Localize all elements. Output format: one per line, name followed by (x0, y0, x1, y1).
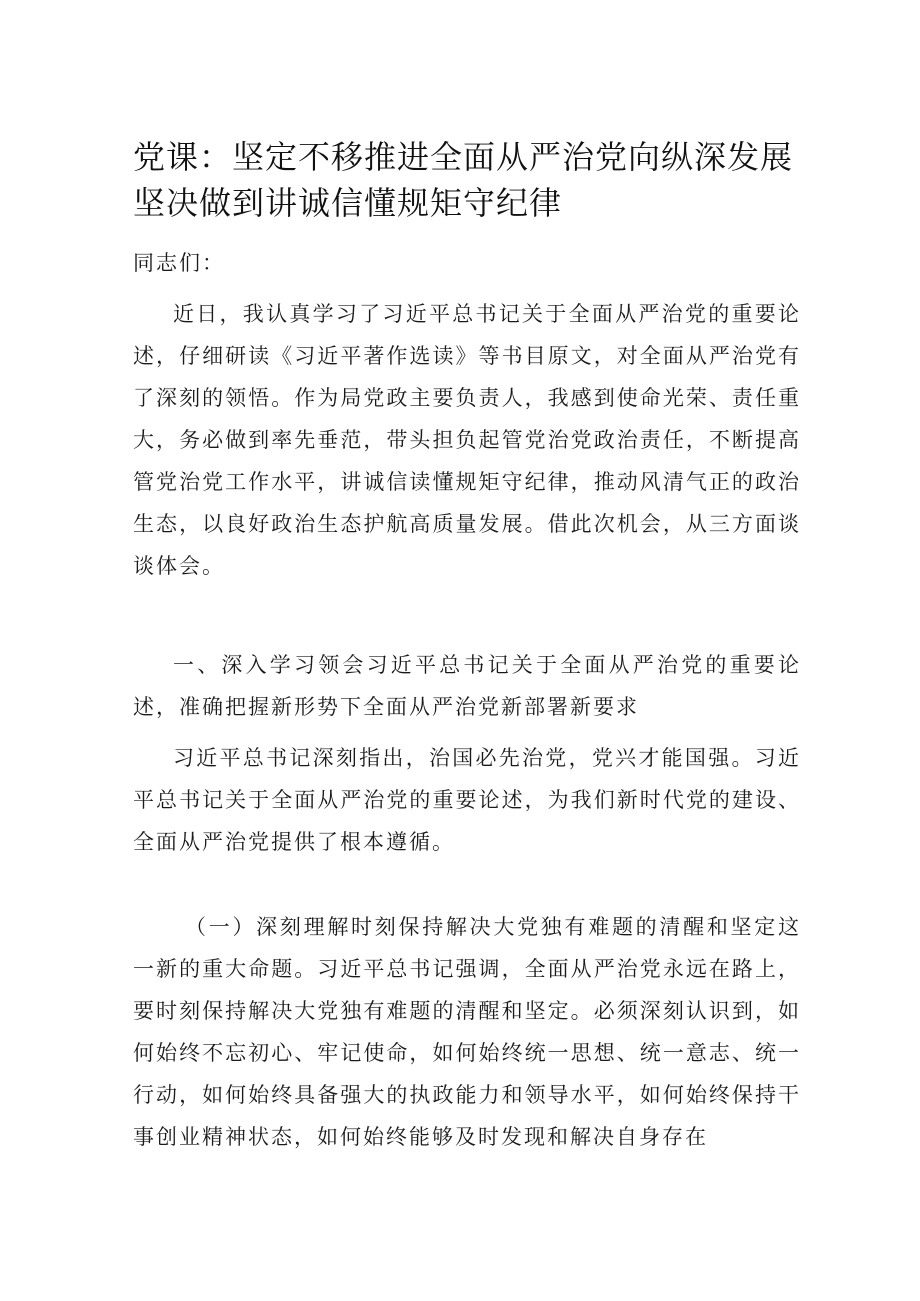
paragraph-section-1: 习近平总书记深刻指出，治国必先治党，党兴才能国强。习近平总书记关于全面从严治党的重要论述，为我们新时代党的建设、全面从严治党提供了根本遵循。 (133, 746, 801, 854)
document-title: 党课：坚定不移推进全面从严治党向纵深发展坚决做到讲诚信懂规矩守纪律 (133, 138, 794, 222)
greeting: 同志们： (133, 251, 225, 275)
paragraph-intro: 近日，我认真学习了习近平总书记关于全面从严治党的重要论述，仔细研读《习近平著作选读》等书目原文，对全面从严治党有了深刻的领悟。作为局党政主要负责人，我感到使命光荣、责任重大，务必做到率先垂范，带头担负起管党治党政治责任，不断提高管党治党工作水平，讲诚信读懂规矩守纪律，推动风清气正的政治生态，以良好政治生态护航高质量发展。借此次机会，从三方面谈谈体会。 (133, 302, 801, 578)
paragraph-subsection-1: （一）深刻理解时刻保持解决大党独有难题的清醒和坚定这一新的重大命题。习近平总书记强调，全面从严治党永远在路上，要时刻保持解决大党独有难题的清醒和坚定。必须深刻认识到，如何始终不忘初心、牢记使命，如何始终统一思想、统一意志、统一行动，如何始终具备强大的执政能力和领导水平，如何始终保持干事创业精神状态，如何始终能够及时发现和解决自身存在 (133, 915, 801, 1149)
section-heading-1: 一、深入学习领会习近平总书记关于全面从严治党的重要论述，准确把握新形势下全面从严治党新部署新要求 (133, 653, 801, 719)
